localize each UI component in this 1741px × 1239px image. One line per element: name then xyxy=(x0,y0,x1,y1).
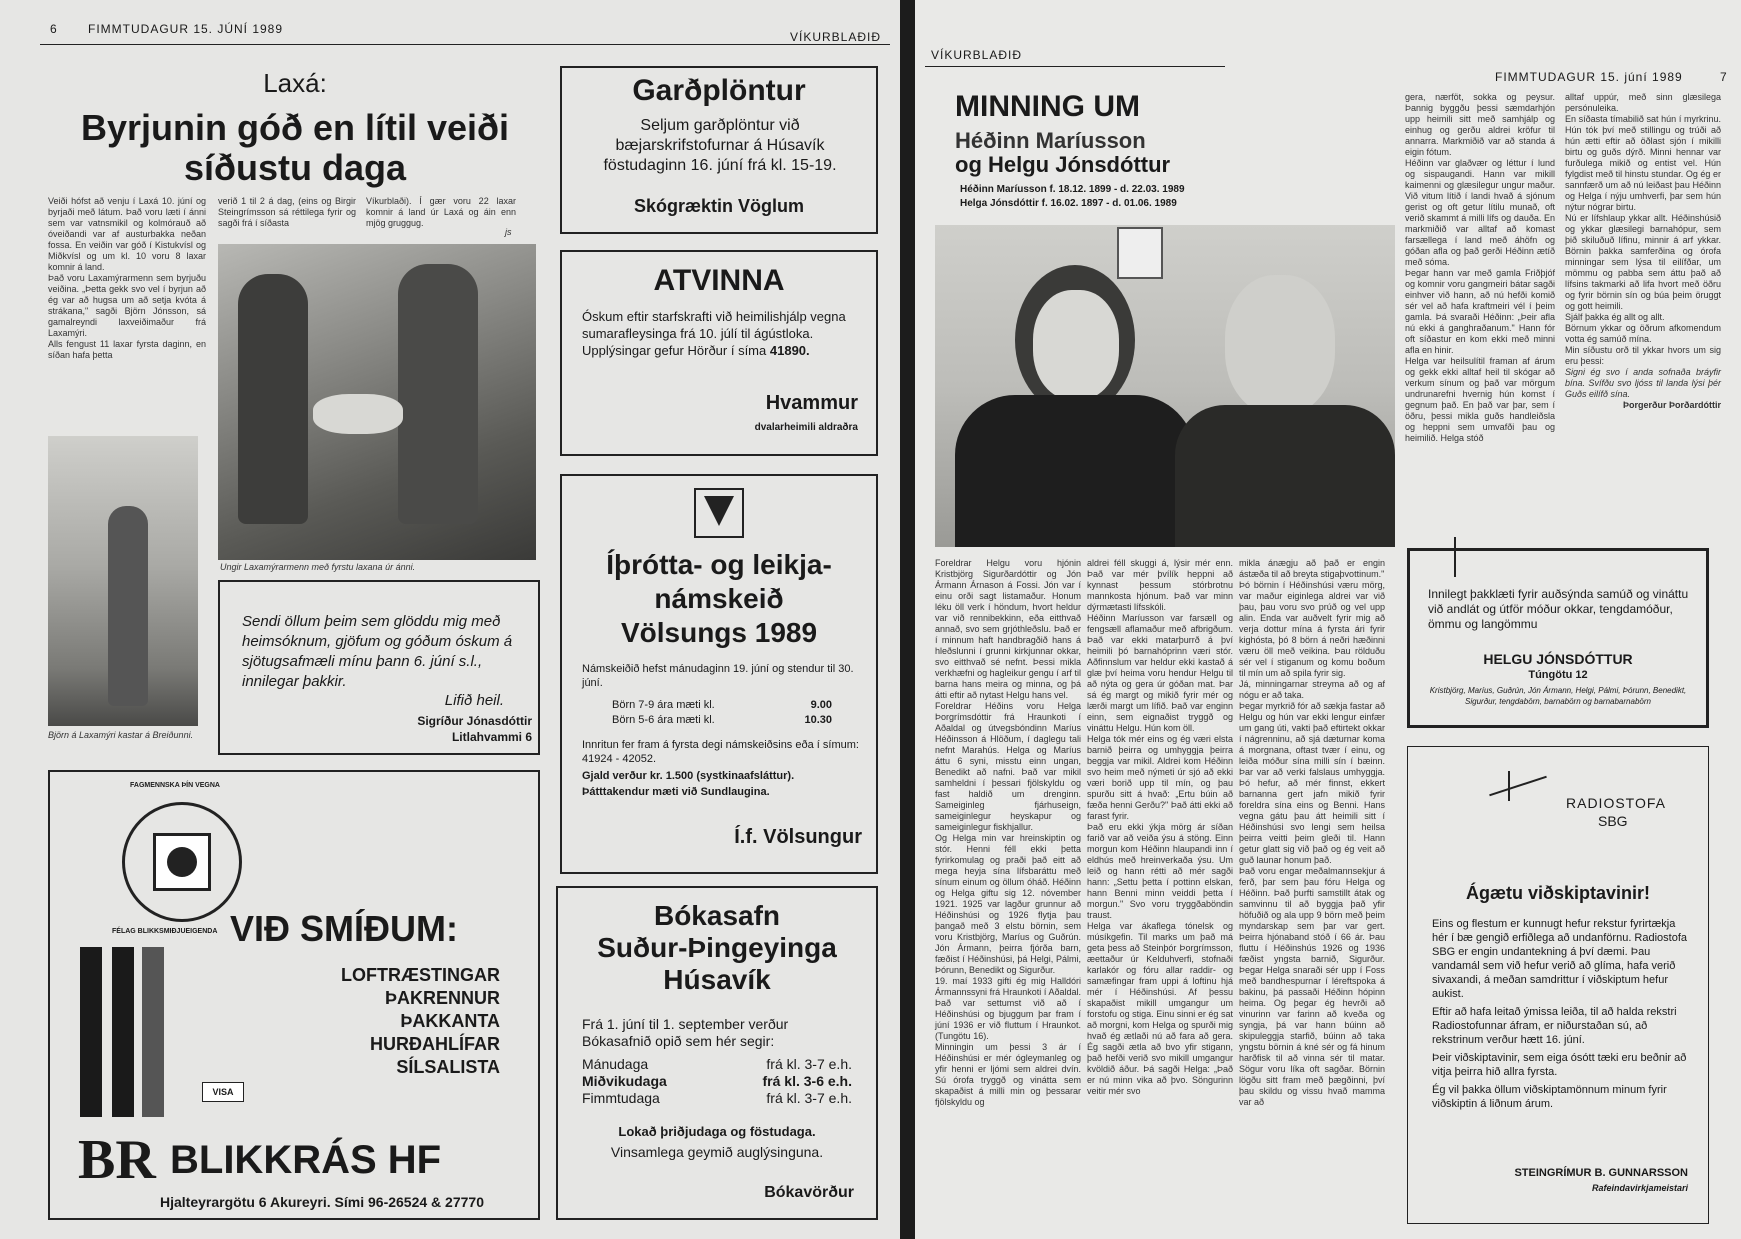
thakkir-box xyxy=(1407,548,1709,728)
minning-poem: Signi ég svo í anda sofnaða bráyfir bína. Svífðu svo ljóss til landa lýsi þér Guðs eilífð sína. xyxy=(1565,367,1721,399)
headline-line-1: Byrjunin góð en lítil veiði xyxy=(80,107,510,148)
blikkras-logo-mark: BR xyxy=(78,1129,156,1191)
blikkras-company: BLIKKRÁS HF xyxy=(170,1138,442,1182)
logo-bar-2 xyxy=(112,947,134,1117)
header-rule xyxy=(925,66,1225,67)
headline-line-2: síðustu daga xyxy=(183,147,407,188)
bokasafn-ad xyxy=(556,886,878,1220)
hours-row: Miðvikudaga frá kl. 3-6 e.h. xyxy=(582,1073,852,1089)
cross-arm xyxy=(1444,549,1466,551)
woman-face xyxy=(1033,290,1119,400)
greeting-closing: Lifið heil. xyxy=(444,692,504,709)
atvinna-text: Óskum eftir starfskrafti við heimilishjálp vegna sumarafleysinga frá 10. júlí til ágústloka. Upplýsingar gefur Hörður í síma 41890. xyxy=(582,309,846,358)
minning-title: MINNING UM xyxy=(955,90,1140,123)
blikkras-slogan: VIÐ SMÍÐUM: xyxy=(230,908,458,949)
man-face xyxy=(1225,275,1335,415)
blikkras-items: LOFTRÆSTINGAR ÞAKRENNUR ÞAKKANTA HURÐAHLÍFAR SÍLSALISTA xyxy=(341,965,500,1077)
page-number: 7 xyxy=(1720,70,1728,84)
atvinna-title: ATVINNA xyxy=(653,264,785,297)
wall-clock xyxy=(1117,227,1163,279)
greeting-text: Sendi öllum þeim sem glöddu mig með heimsóknum, gjöfum og góðum óskum á sjötugsafmæli mínu þann 6. júní s.l., innilegar þakkir. xyxy=(242,613,513,690)
ithrottir-sign: Í.f. Völsungur xyxy=(734,826,862,848)
atvinna-sub: dvalarheimili aldraðra xyxy=(754,422,858,433)
cross-icon xyxy=(1454,537,1456,577)
header-rule xyxy=(40,44,890,45)
photo-caption-main: Ungir Laxamýrarmenn með fyrstu laxana úr ánni. xyxy=(220,562,416,572)
logo-bar-1 xyxy=(80,947,102,1117)
page-number: 6 xyxy=(50,22,58,36)
article-signature: js xyxy=(505,227,512,237)
minning-author: Þorgerður Þorðardóttir xyxy=(1622,400,1721,410)
blikkras-address: Hjalteyrargötu 6 Akureyri. Sími 96-26524 & 27770 xyxy=(160,1194,484,1210)
article-kicker: Laxá: xyxy=(263,68,327,98)
gardplontur-sign: Skógræktin Vöglum xyxy=(633,196,804,216)
visa-logo: VISA xyxy=(202,1082,244,1102)
radiostofa-sign: STEINGRÍMUR B. GUNNARSSON xyxy=(1514,1167,1688,1179)
bokasafn-closed: Lokað þriðjudaga og föstudaga. xyxy=(618,1124,816,1139)
minning-col-1: Foreldrar Helgu voru hjónin Kristbjörg Sigurðardóttir og Jón Ármann Árnason á Fossi. Jón var í einu orði sagt listamaður. Honum léku öll verk í höndum, hvort heldur var við rennibekkinn, eða eitthvað annað, svo sem grjóthleðslu. Það er í minnum haft handbragðið hans á hleðslunni í grunni kirkjunnar okkar, svo eitthvað sé nefnt. Þessi mikla verkhæfni og hagleikur gengu í arf til barna hans meira og minna, og þá átti eftir að nytast Helgu hans vel. Foreldrar Héðins voru Helga Þorgrímsdóttir frá Hraunkoti í Aðaldal og útvegsbóndinn Maríus Héðinsson á Hlöðum, í daglegu tali nefnt Marahús. Helga og Maríus áttu 6 syni, misstu einn ungan, Benedikt að nafni. Það var mikil samheldni í þessari fjölskyldu og fast haldið um drenginn. Sameiginleg fjárhuseign, sameiginlegur heyskapur og sameiginlegur fiskhjallur. Og Helga min var hreinskiptin og stór. Henni féll ekki þetta fyrirkomulag og praði það eitt að mega heyja sína lífsbaráttu með sínum einum og öllum óháð. Héðinn og Helga giftu sig 12. nóvember 1921. 1925 var lagður grunnur að Héðinshúsi og 1926 flytja þau þangað með 3 elstu börnin, sem voru Kristbjörg, Maríus og Guðrún. Jón Ármann, þeirra fjórða barn, fæðist í Héðinshúsi, þá Helgi, Pálmi, Þórunn, Benedikt og Sigurður. 19. maí 1933 gifti ég mig Halldóri Ármannssyni frá Hraunkoti í Aðaldal. Það var settumst við að í Héðinshúsi og bjuggum þar fram í júní 1936 er við fluttum í Hraunkot. (Tungötu 16). Minningin um þessi 3 ár í Héðinshúsi er mér ógleymanleg og yfir henni er ljómi sem aldrei dvín. Sú órofa tryggð og vinátta sem skapaðist á milli min og þessarar fjölskyldu og xyxy=(935,558,1081,1107)
radiostofa-title: Ágætu viðskiptavinir! xyxy=(1465,883,1651,903)
ithrottir-title: Íþrótta- og leikja- námskeið Völsungs 1989 xyxy=(606,549,832,648)
gardplontur-ad xyxy=(560,66,878,234)
article-headline xyxy=(50,108,540,188)
article-col-1: Veiði hófst að venju í Laxá 10. júní og byrjaði með látum. Það voru læti í ánni sem var vatnsmikil og kolmórauð að óveiðandi var af austurbakka neðan fossa. En veiðin var góð í Kistukvísl og Miðkvísl og um kl. 10 voru 8 laxar komnir á land. Það voru Laxamýrarmenn sem byrjuðu veiðina. „Þetta gekk svo vel í byrjun að ég var að hugsa um að setja kvóta á strákana," sagði Björn Jónsson, sá gamalreyndi laxveiðimaður frá Laxamýri. Alls fengust 11 laxar fyrsta daginn, en síðan hafa þetta xyxy=(48,196,206,360)
atvinna-phone: 41890. xyxy=(769,343,810,358)
fishermen-photo xyxy=(218,244,536,560)
minning-col-3: mikla ánægju að það er engin ástæða til að breyta stigaþvottinum." Þó börnin í Héðinshúsi væru mörg, var maður eiginlega aldrei var við þau, þau voru svo prúð og vel upp alin. Enda var auðvelt fyrir mig að verja dottur mína á fyrsta ári fyrir kighósta, þó 8 börn á neðri hæðinni væru öll með veikina. Þau rölduðu sér vel í stiganum og komu boðum til mín um að spila fyrir sig. Já, minningarnar streyma að og af nógu er að taka. Þegar myrkrið fór að sækja fastar að Helgu og hún var ekki lengur einfær um gang úti, vakti það eftirtekt okkar í nágrenninu, að sjá dæturnar koma á morgnana, oftast tvær í einu, og leiða móður sína milli sín í bæinn. Þar var að verki falslaus umhyggja. Þó hefur, að mér finnst, ekkert barnanna gert jafn mikið fyrir foreldra sína eins og Benni. Hans vegna gátu þau átt heimili sitt í Héðinshúsi svo lengi sem heilsa þeirra veitti þeim gleði til. Hann getur glatt sig við það og ég veit að guð launar honum það. Það voru engar meðalmannsekjur á ferð, þar sem þau fóru Helga og Héðinn. Það þurfti samstillt átak og samvinnu til að byggja það yfir höfuðið og ala upp 9 börn með þeim myndarskap sem þar var gert. Þeirra hjónaband stóð í 66 ár. Þau fluttu í Héðinshús 1926 og 1936 fæðist yngsta barnið, Sigurður. Þegar Helga snaraði sér upp í Foss með bandhespurnar í léreftspoka á bakinu, þá passaði Héðinn hópinn heima. Og þegar ég hevrði að vinurinn var farinn að kveða og syngja, þá var hann búinn að skipuleggja starfið, búinn að taka yngstu börnin á kné sér og fá hinum harðfisk til að vinna sér til matar. Sögur voru líka oft sagðar. Börnin lögðu sitt fram með þægðinni, því þau skildu og vissu hvað mamma var að xyxy=(1239,558,1385,1107)
greeting-box xyxy=(218,580,540,755)
paper-name: VÍKURBLAÐIÐ xyxy=(931,48,1023,62)
photo-caption-side: Björn á Laxamýri kastar á Breiðunni. xyxy=(48,730,194,740)
volsungur-logo xyxy=(694,488,744,538)
thakkir-name: HELGU JÓNSDÓTTUR xyxy=(1483,651,1633,667)
blikkras-ad xyxy=(48,770,540,1220)
fisherman-side-photo xyxy=(48,436,198,726)
logo-bar-3 xyxy=(142,947,164,1117)
right-page xyxy=(915,0,1741,1239)
bokasafn-intro: Frá 1. júní til 1. september verður Bókasafnið opið sem hér segir: xyxy=(582,1016,789,1049)
ithrottir-ad xyxy=(560,474,878,874)
radiostofa-logo-1: RADIOSTOFA xyxy=(1566,795,1666,811)
article-col-3: Víkurblaði). Í gær voru 22 laxar komnir á land úr Laxá og áin enn mjög gruggug. xyxy=(366,196,516,228)
thakkir-text: Innilegt þakklæti fyrir auðsýnda samúð og vináttu við andlát og útför móður okkar, tengdamóður, ömmu og langömmu xyxy=(1428,587,1689,631)
ithrottir-reg: Innritun fer fram á fyrsta degi námskeiðsins eða í símum: 41924 - 42052. xyxy=(582,739,859,765)
ithrottir-fee: Gjald verður kr. 1.500 (systkinaafsláttur). xyxy=(582,770,795,782)
page-date: FIMMTUDAGUR 15. júní 1989 xyxy=(1495,70,1683,84)
minning-col-2: aldrei féll skuggi á, lýsir mér enn. Það var mér þvílík heppni að kynnast þessum stórbrotnu mannkosta hjónum. Það var minn dýrmætasti lífsskóli. Héðinn Maríusson var farsæll og fengsæll aflamaður með afbrigðum. Það var ekki matarþurrð á því heimili þó barnahóprinn væri stór. Aðfinnslum var heldur ekki kastað á glæ því heima voru hendur Helgu til að nýta og gera úr góðan mat. Þar sá ég margt og mikið fyrir mér og lærði margt um lífið. Það var enginn einn, sem eignaðist tryggð og vináttu Helgu. Hún kom öll. Helga tók mér eins og ég væri elsta barnið þeirra og umhyggja þeirra beggja var mikil. Aldrei kom Héðinn svo heim með nýmeti úr sjó að ekki væri borið upp til mín, og þau spurðu sitt á hvað: „Ertu búin að fæða henni Gerðu?" Það átti ekki að farast fyrir. Það eru ekki ýkja mörg ár síðan farið var að veiða ýsu á stöng. Einn morgun kom Héðinn hlaupandi inn í eldhús með hreinverkaða ýsu. Um leið og hann rétti að mér sagði hann: „Settu þetta í pottinn elskan, hann Benni minn veiddi þetta í morgun." Svo voru tryggðaböndin traust. Helga var ákaflega tónelsk og músíkgefin. Til marks um það má geta þess að Steinþór Þorgrímsson, æettaður úr Kelduhverfi, stofnaði karlakór og fóru allar raddir- og samæfingar fram uppi á loftinu hjá mér í Héðinshúsi. Af þessu skapaðist mikill umgangur um forstofu og stiga. Einu sinni er ég sat að morgni, kom Helga og spurði mig hvað ég ætlaði nú að fara að gera. Ég sagði ætla að bvo yfir stigann, það hefði verið svo mikill umgangur kvöldið áður. Þá sagði Helga: „Það er nú minn vika að þvo. Söngurinn veitir mér svo xyxy=(1087,558,1233,1096)
bokasafn-keep: Vinsamlega geymið auglýsinguna. xyxy=(610,1144,824,1160)
thakkir-family: Kristbjörg, Maríus, Guðrún, Jón Ármann, Helgi, Pálmi, Þórunn, Benedikt, Sigurður, tengdabörn, barnabörn og barnabarnabörn xyxy=(1429,686,1687,706)
man-suit xyxy=(1175,405,1395,547)
paper-name: VÍKURBLAÐIÐ xyxy=(790,30,882,44)
minning-date-1: Héðinn Maríusson f. 18.12. 1899 - d. 22.03. 1989 xyxy=(960,184,1185,195)
atvinna-sign: Hvammur xyxy=(765,392,858,414)
greeting-name: Sigríður Jónasdóttir xyxy=(417,714,532,728)
article-col-2: verið 1 til 2 á dag, (eins og Birgir Steingrímsson sá réttilega fyrir og sagði frá í síðasta xyxy=(218,196,356,228)
radiostofa-ad xyxy=(1407,746,1709,1224)
thakkir-addr: Túngötu 12 xyxy=(1528,669,1588,681)
ithrottir-pool: Þátttakendur mæti við Sundlaugina. xyxy=(582,786,770,798)
minning-col-5: alltaf uppúr, með sinn glæsilega persónuleika. En síðasta tímabilið sat hún í myrkrinu. Hún tók því með stillingu og trúði að hún ætti eftir að öðlast sjón í mikilli birtu og guðs dýrð. Minni hennar var furðulega mikið og entist vel. Hún fylgdist með til hinstu stundar. Og ég er sannfærð um að nú leiðast þau Héðinn og Helga í nýju umhverfi, þar sem hún nýtur nógrar birtu. Nú er lífshlaup ykkar allt. Héðinshúsið og ykkar glæsilegi barnahópur, sem þið skiluðuð lífinu, minnir á arf ykkar. Börnin þakka samferðina og órofa minningar sem lýsa til eilífðar, um mömmu og pabba sem áttu það að lífsins takmarki að lifa hvort með öðru og fyrir börnin sín og búa þeim öruggt og gott heimili. Sjálf þakka ég allt og allt. Börnum ykkar og öðrum afkomendum votta ég samúð mína. Min síðustu orð til ykkar hvors um sig eru þessi: Signi ég svo í anda sofnaða bráyfir bína. Svífðu svo ljóss til landa lýsi þér Guðs eilífð sína. Þorgerður Þorðardóttir xyxy=(1565,92,1721,410)
hours-row: Mánudaga frá kl. 3-7 e.h. xyxy=(582,1056,852,1072)
atvinna-ad xyxy=(560,250,878,456)
gardplontur-text: Seljum garðplöntur við bæjarskrifstofurnar á Húsavík föstudaginn 16. júní frá kl. 15-19. xyxy=(603,117,837,174)
bokasafn-title: Bókasafn Suður-Þingeyinga Húsavík xyxy=(597,900,837,995)
greeting-place: Litlahvammi 6 xyxy=(451,730,532,744)
hours-row: Fimmtudaga frá kl. 3-7 e.h. xyxy=(582,1090,852,1106)
couple-photo xyxy=(935,225,1395,547)
radiostofa-sub: Rafeindavirkjameistari xyxy=(1591,1183,1688,1193)
page-date: FIMMTUDAGUR 15. JÚNÍ 1989 xyxy=(88,22,284,36)
minning-name-1: Héðinn Maríusson xyxy=(955,128,1146,153)
ithrottir-times: Börn 7-9 ára mæti kl. 9.00 Börn 5-6 ára mæti kl. 10.30 xyxy=(612,699,832,726)
bokasafn-hours xyxy=(582,1056,852,1107)
bokasafn-sign: Bókavörður xyxy=(764,1184,854,1201)
gardplontur-title: Garðplöntur xyxy=(632,74,806,107)
seal-text-bottom: FAGMENNSKA ÞÍN VEGNA xyxy=(130,782,220,789)
radiostofa-body: Eins og flestum er kunnugt hefur rekstur fyrirtækja hér í bæ gengið erfiðlega að undanförnu. Radiostofa SBG er engin undantekning á því dæmi. Þau vandamál sem við hefur verið að glíma, hafa verið sivaxandi, á meðan samdrittur í viðskiptum hefur aukist. Eftir að hafa leitað ýmissa leiða, til að halda rekstri Radiostofunnar áfram, er niðurstaðan sú, að rekstrinum verður hætt 16. júní. Þeir viðskiptavinir, sem eiga ósótt tæki eru beðnir að vitja þeirra hið allra fyrsta. Ég vil þakka öllum viðskiptamönnum minum fyrir viðskiptin á liðnum árum. xyxy=(1432,918,1688,1110)
minning-name-2: og Helgu Jónsdóttur xyxy=(955,152,1171,177)
radiostofa-logo-2: SBG xyxy=(1598,813,1628,829)
antenna-icon xyxy=(1488,771,1528,801)
seal-text-top: FÉLAG BLIKKSMIÐJUEIGENDA xyxy=(112,928,218,935)
ithrottir-intro: Námskeiðið hefst mánudaginn 19. júní og stendur til 30. júní. xyxy=(582,663,854,689)
woman-dress xyxy=(955,395,1195,547)
minning-date-2: Helga Jónsdóttir f. 16.02. 1897 - d. 01.06. 1989 xyxy=(960,198,1177,209)
guild-seal xyxy=(122,802,242,922)
minning-col-4: gera, nærföt, sokka og peysur. Þannig byggðu þessi sæmdarhjón upp heimili sitt með samhjálp og einhug og gerðu aldrei kröfur til annarra. Markmiðið var að standa á eigin fótum. Héðinn var glaðvær og léttur í lund og sispaugandi. Hann var mikill kaimenni og glæsilegur ungur maður. Við vitum lítið í landi hvað á sjónum gerist og oft getur lítilu munað, oft verið skammt á milli lífs og dauða. En markmiðið var alltaf að komast farsællega í land með áhöfn og góðan afla og það gerði Héðinn ætíð með sóma. Þegar hann var með gamla Friðþjóf og komnir voru gangmeiri bátar sagði einhver við hann, að nú hefði komið sér vel að hafa kraftmeiri vél í þeim gamla. Þá svaraði Héðinn: „Þeir afla nú ekki á ganghraðanum." Hann fór oft síðastur en kom ekki með minni afla en hinir. Helga var heilsulítil framan af árum og gekk ekki alltaf heil til skógar að verkum sínum og það var mörgum undrunarefni hvernig hún komst í gegnum það. En það var þar, sem í öðru, þessi mikla guðs handleiðsla og heppni sem umvafði þau og heimilið. Helga stóð xyxy=(1405,92,1555,443)
